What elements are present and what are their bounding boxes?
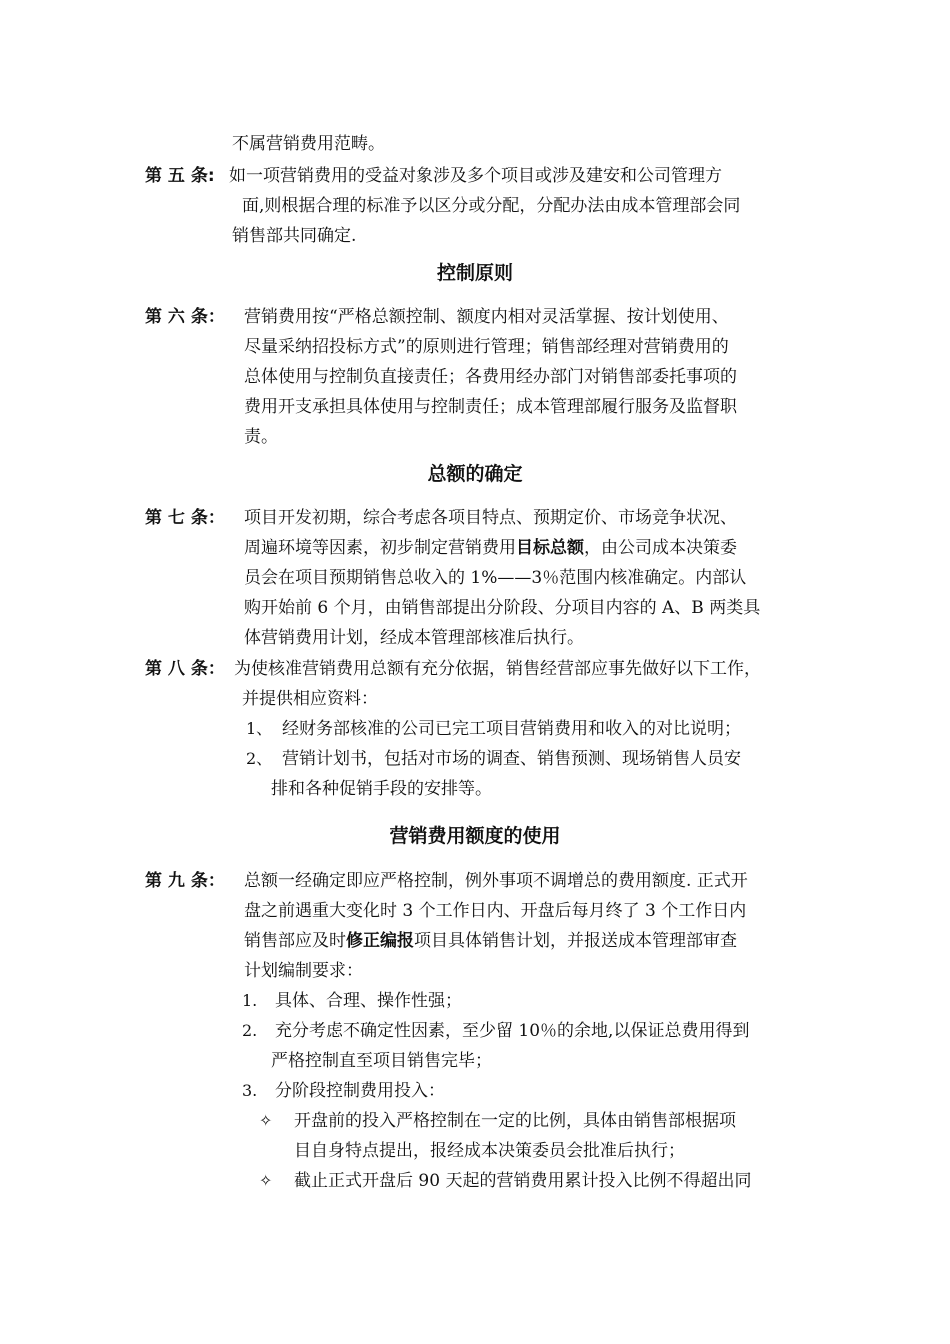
article-5-line: 面,则根据合理的标准予以区分或分配，分配办法由成本管理部会同 (242, 196, 741, 216)
list-item: 营销计划书，包括对市场的调查、销售预测、现场销售人员安 (282, 749, 741, 769)
list-item: 经财务部核准的公司已完工项目营销费用和收入的对比说明； (282, 719, 741, 739)
list-item: 排和各种促销手段的安排等。 (271, 779, 492, 799)
sub-list-item: 截止正式开盘后 90 天起的营销费用累计投入比例不得超出同 (294, 1171, 752, 1191)
list-number: 1. (242, 991, 258, 1010)
section-heading-control: 控制原则 (436, 262, 513, 284)
article-7-line: 项目开发初期，综合考虑各项目特点、预期定价、市场竞争状况、 (244, 508, 737, 528)
list-number: 3. (242, 1081, 258, 1100)
article-6-line: 责。 (244, 427, 278, 447)
article-7-label: 第 七 条： (145, 508, 225, 528)
list-item: 严格控制直至项目销售完毕； (271, 1051, 492, 1071)
article-5-line: 如一项营销费用的受益对象涉及多个项目或涉及建安和公司管理方 (229, 166, 722, 186)
article-6-line: 总体使用与控制负直接责任；各费用经办部门对销售部委托事项的 (244, 367, 737, 387)
article-9-label: 第 九 条： (145, 871, 225, 891)
article-5-label: 第 五 条: (145, 166, 215, 186)
article-8-line: 并提供相应资料： (242, 689, 378, 709)
article-6-line: 营销费用按“严格总额控制、额度内相对灵活掌握、按计划使用、 (244, 307, 729, 327)
intro-line: 不属营销费用范畴。 (232, 134, 385, 154)
sub-list-item: 目自身特点提出，报经成本决策委员会批准后执行； (294, 1141, 685, 1161)
list-number: 1、 (246, 719, 273, 738)
article-9-line: 计划编制要求： (244, 961, 363, 981)
article-6-label: 第 六 条： (145, 307, 225, 327)
article-7-line: 员会在项目预期销售总收入的 1%——3％范围内核准确定。内部认 (244, 568, 747, 588)
list-item: 分阶段控制费用投入： (275, 1081, 445, 1101)
list-number: 2、 (246, 749, 273, 768)
article-8-label: 第 八 条： (145, 659, 225, 679)
article-7-line: 体营销费用计划，经成本管理部核准后执行。 (244, 628, 584, 648)
diamond-bullet-icon: ✧ (259, 1111, 273, 1130)
article-7-line: 购开始前 6 个月，由销售部提出分阶段、分项目内容的 A、B 两类具 (244, 598, 761, 618)
section-heading-total: 总额的确定 (427, 463, 523, 485)
article-9-line: 总额一经确定即应严格控制，例外事项不调增总的费用额度. 正式开 (244, 871, 748, 891)
list-number: 2. (242, 1021, 258, 1040)
article-5-line: 销售部共同确定. (232, 226, 357, 246)
list-item: 具体、合理、操作性强； (275, 991, 462, 1011)
list-item: 充分考虑不确定性因素，至少留 10％的余地,以保证总费用得到 (275, 1021, 750, 1041)
article-9-line: 销售部应及时修正编报项目具体销售计划，并报送成本管理部审查 (244, 931, 737, 951)
section-heading-usage: 营销费用额度的使用 (389, 825, 561, 847)
article-6-line: 尽量采纳招投标方式”的原则进行管理；销售部经理对营销费用的 (244, 337, 729, 357)
article-8-line: 为使核准营销费用总额有充分依据，销售经营部应事先做好以下工作， (234, 659, 761, 679)
diamond-bullet-icon: ✧ (259, 1171, 273, 1190)
article-7-line: 周遍环境等因素，初步制定营销费用目标总额，由公司成本决策委 (244, 538, 737, 558)
revise-report-emphasis: 修正编报 (346, 931, 414, 951)
sub-list-item: 开盘前的投入严格控制在一定的比例，具体由销售部根据项 (294, 1111, 736, 1131)
article-9-line: 盘之前遇重大变化时 3 个工作日内、开盘后每月终了 3 个工作日内 (244, 901, 747, 921)
article-6-line: 费用开支承担具体使用与控制责任；成本管理部履行服务及监督职 (244, 397, 737, 417)
target-total-emphasis: 目标总额 (516, 538, 584, 558)
